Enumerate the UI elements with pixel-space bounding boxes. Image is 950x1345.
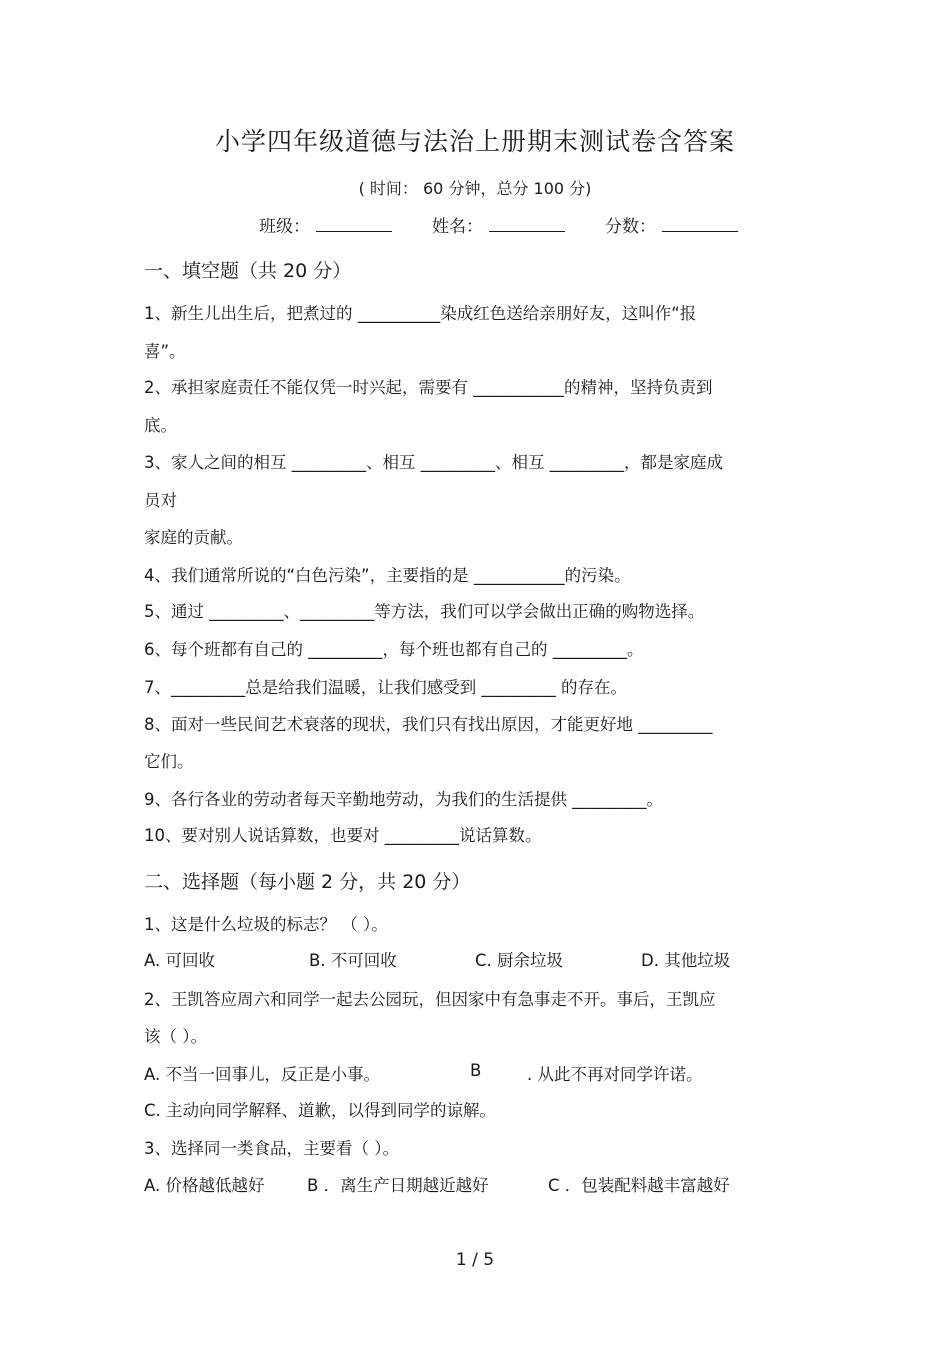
- page-title: 小学四年级道德与法治上册期末测试卷含答案: [214, 127, 735, 156]
- question-line: 它们。: [144, 752, 194, 771]
- question-line: 3、家人之间的相互 _________、相互 _________、相互 _________，都是家庭成: [144, 453, 723, 472]
- class-field: [259, 212, 392, 237]
- choice-question-1: 1、这是什么垃圾的标志？ （ ）。: [144, 915, 388, 934]
- question-line: 喜”。: [144, 342, 186, 361]
- question-line: 底。: [144, 416, 177, 435]
- option-d[interactable]: D. 其他垃圾: [641, 951, 731, 970]
- option-c[interactable]: C. 主动向同学解释、道歉，以得到同学的谅解。: [144, 1101, 497, 1120]
- question-line: 1、新生儿出生后，把煮过的 __________染成红色送给亲朋好友，这叫作“报: [144, 304, 697, 323]
- score-label: 分数：: [605, 217, 656, 237]
- option-a[interactable]: A. 可回收: [144, 951, 215, 970]
- question-line: 2、承担家庭责任不能仅凭一时兴起，需要有 ___________的精神，坚持负责到: [144, 378, 713, 397]
- question-line: 7、_________总是给我们温暖，让我们感受到 _________ 的存在。: [144, 678, 627, 697]
- exam-time-info: ( 时间： 60 分钟，总分 100 分): [358, 179, 592, 198]
- choice-question-2: 2、王凯答应周六和同学一起去公园玩，但因家中有急事走不开。事后，王凯应: [144, 990, 716, 1009]
- section-heading-fill-blank: 一、填空题（共 20 分）: [144, 260, 352, 282]
- name-label: 姓名：: [432, 217, 483, 237]
- class-label: 班级：: [259, 217, 310, 237]
- class-blank[interactable]: [316, 215, 392, 232]
- question-line: 家庭的贡献。: [144, 528, 243, 547]
- question-line: 员对: [144, 491, 177, 510]
- option-a[interactable]: A. 价格越低越好: [144, 1176, 265, 1195]
- option-c[interactable]: C ．包装配料越丰富越好: [548, 1176, 730, 1195]
- question-line: 9、各行各业的劳动者每天辛勤地劳动，为我们的生活提供 _________。: [144, 790, 663, 809]
- name-blank[interactable]: [489, 215, 565, 232]
- option-b[interactable]: . 从此不再对同学许诺。: [527, 1065, 703, 1084]
- question-line: 4、我们通常所说的“白色污染”，主要指的是 ___________的污染。: [144, 566, 631, 585]
- choice-question-2-cont: 该（ ）。: [144, 1027, 207, 1046]
- option-b[interactable]: B ．离生产日期越近越好: [307, 1176, 489, 1195]
- question-line: 8、面对一些民间艺术衰落的现状，我们只有找出原因，才能更好地 _________: [144, 715, 713, 734]
- page-number: 1 / 5: [455, 1250, 495, 1270]
- question-line: 10、要对别人说话算数，也要对 _________说话算数。: [144, 826, 542, 845]
- option-b[interactable]: B. 不可回收: [309, 951, 397, 970]
- section-heading-multiple-choice: 二、选择题（每小题 2 分，共 20 分）: [144, 871, 471, 893]
- question-line: 5、通过 _________、_________等方法，我们可以学会做出正确的购物选择。: [144, 602, 705, 621]
- option-a[interactable]: A. 不当一回事儿，反正是小事。: [144, 1065, 380, 1084]
- score-blank[interactable]: [662, 215, 738, 232]
- option-c[interactable]: C. 厨余垃圾: [475, 951, 564, 970]
- score-field: [605, 212, 738, 237]
- name-field: [432, 212, 565, 237]
- question-line: 6、每个班都有自己的 _________，每个班也都有自己的 _________。: [144, 640, 644, 659]
- option-b-letter[interactable]: B: [470, 1061, 482, 1080]
- choice-question-3: 3、选择同一类食品，主要看（ ）。: [144, 1139, 399, 1158]
